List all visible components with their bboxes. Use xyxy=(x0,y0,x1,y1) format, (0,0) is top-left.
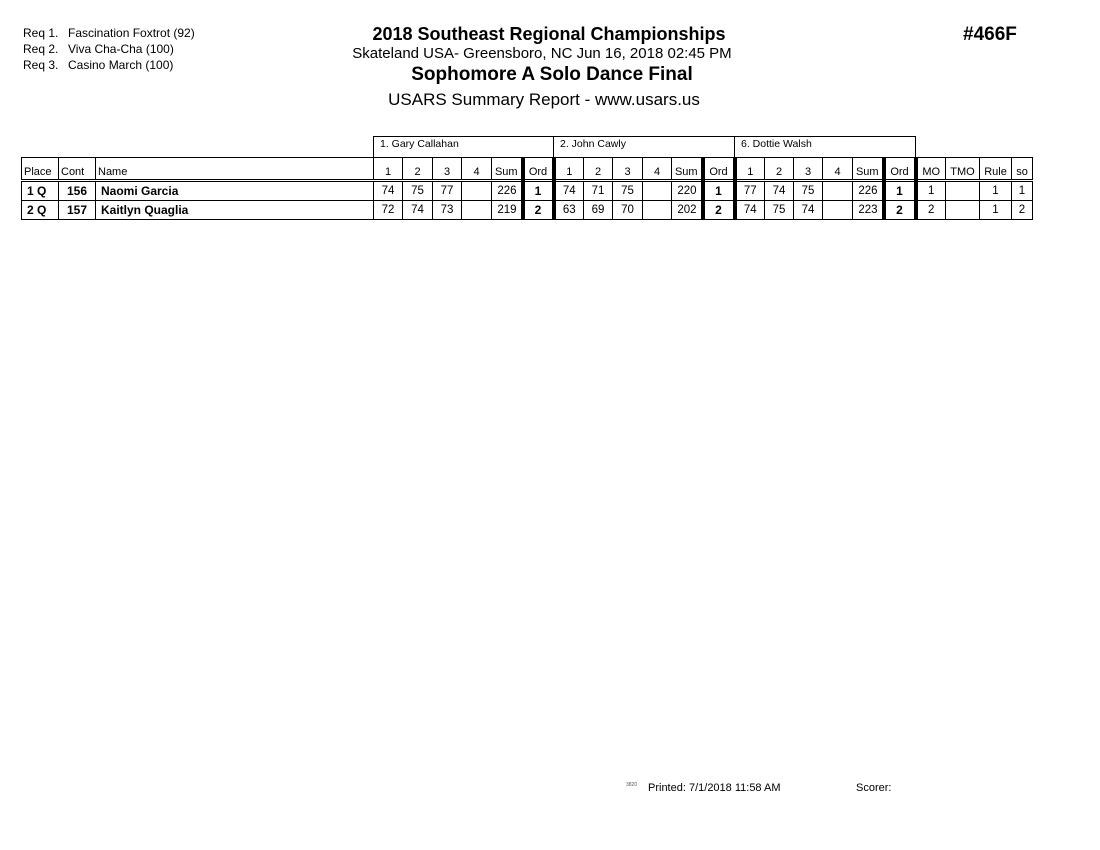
table-row xyxy=(22,181,1033,201)
place: 1 Q xyxy=(22,181,59,201)
j2-score-4 xyxy=(643,201,672,220)
j3-score-3: 75 xyxy=(794,181,823,201)
place: 2 Q xyxy=(22,201,59,220)
skater-name: Kaitlyn Quaglia xyxy=(96,201,374,220)
j3-score-1: 77 xyxy=(735,181,765,201)
requirement-dance: Casino March (100) xyxy=(68,58,174,72)
col-j2-d1: 1 xyxy=(554,158,584,181)
event-title: 2018 Southeast Regional Championships xyxy=(372,24,726,44)
j2-score-1: 74 xyxy=(554,181,584,201)
col-name: Name xyxy=(96,158,374,181)
col-j3-d2: 2 xyxy=(765,158,794,181)
j1-ordinal: 2 xyxy=(523,201,554,220)
j2-score-2: 71 xyxy=(584,181,613,201)
col-tmo: TMO xyxy=(946,158,980,181)
requirement-number: Req 2. xyxy=(23,42,59,56)
requirement-dance: Viva Cha-Cha (100) xyxy=(68,42,174,56)
skater-name: Naomi Garcia xyxy=(96,181,374,201)
printed-timestamp: Printed: 7/1/2018 11:58 AM xyxy=(648,782,781,794)
col-j3-d3: 3 xyxy=(794,158,823,181)
j3-score-1: 74 xyxy=(735,201,765,220)
j1-score-1: 74 xyxy=(374,181,403,201)
col-cont: Cont xyxy=(59,158,96,181)
footer-code: 3820 xyxy=(626,782,638,788)
j2-ordinal: 2 xyxy=(703,201,735,220)
col-rule: Rule xyxy=(980,158,1012,181)
scorer-label: Scorer: xyxy=(856,782,892,794)
table-row xyxy=(22,201,1033,220)
j2-score-4 xyxy=(643,181,672,201)
j2-ordinal: 1 xyxy=(703,181,735,201)
col-j2-sum: Sum xyxy=(672,158,703,181)
j3-sum: 223 xyxy=(853,201,884,220)
col-j3-d4: 4 xyxy=(823,158,853,181)
majority-ordinal: 1 xyxy=(916,181,946,201)
judge-header-1: 1. Gary Callahan xyxy=(373,136,554,157)
col-j1-d1: 1 xyxy=(374,158,403,181)
j3-ordinal: 1 xyxy=(884,181,916,201)
event-location-date: Skateland USA- Greensboro, NC Jun 16, 2018 02:45 PM xyxy=(352,45,732,62)
j1-score-4 xyxy=(462,201,492,220)
requirement-number: Req 3. xyxy=(23,58,59,72)
rule: 1 xyxy=(980,201,1012,220)
majority-ordinal: 2 xyxy=(916,201,946,220)
total-majority-ordinal xyxy=(946,181,980,201)
col-so: so xyxy=(1012,158,1033,181)
j1-score-3: 73 xyxy=(433,201,462,220)
report-subtitle: USARS Summary Report - www.usars.us xyxy=(388,90,700,109)
j2-score-3: 70 xyxy=(613,201,643,220)
j1-score-3: 77 xyxy=(433,181,462,201)
j3-score-3: 74 xyxy=(794,201,823,220)
rule: 1 xyxy=(980,181,1012,201)
j1-score-1: 72 xyxy=(374,201,403,220)
table-header-row xyxy=(22,158,1033,181)
results-table xyxy=(21,157,1033,220)
col-j2-d4: 4 xyxy=(643,158,672,181)
j1-sum: 226 xyxy=(492,181,523,201)
j1-score-4 xyxy=(462,181,492,201)
category-title: Sophomore A Solo Dance Final xyxy=(411,64,693,85)
requirement-dance: Fascination Foxtrot (92) xyxy=(68,26,195,40)
col-j3-sum: Sum xyxy=(853,158,884,181)
total-majority-ordinal xyxy=(946,201,980,220)
col-j2-ord: Ord xyxy=(703,158,735,181)
j1-score-2: 75 xyxy=(403,181,433,201)
col-j2-d3: 3 xyxy=(613,158,643,181)
j3-sum: 226 xyxy=(853,181,884,201)
j2-score-1: 63 xyxy=(554,201,584,220)
j1-score-2: 74 xyxy=(403,201,433,220)
col-j1-d4: 4 xyxy=(462,158,492,181)
col-j1-d3: 3 xyxy=(433,158,462,181)
j3-ordinal: 2 xyxy=(884,201,916,220)
col-j1-sum: Sum xyxy=(492,158,523,181)
col-place: Place xyxy=(22,158,59,181)
contestant-number: 156 xyxy=(59,181,96,201)
j3-score-2: 75 xyxy=(765,201,794,220)
sum-of-ordinals: 1 xyxy=(1012,181,1033,201)
j2-sum: 202 xyxy=(672,201,703,220)
j1-ordinal: 1 xyxy=(523,181,554,201)
j1-sum: 219 xyxy=(492,201,523,220)
j3-score-4 xyxy=(823,181,853,201)
col-mo: MO xyxy=(916,158,946,181)
j3-score-4 xyxy=(823,201,853,220)
judge-header-2: 2. John Cawly xyxy=(553,136,735,157)
col-j3-ord: Ord xyxy=(884,158,916,181)
document-id: #466F xyxy=(963,24,1017,45)
sum-of-ordinals: 2 xyxy=(1012,201,1033,220)
col-j3-d1: 1 xyxy=(735,158,765,181)
requirement-number: Req 1. xyxy=(23,26,59,40)
contestant-number: 157 xyxy=(59,201,96,220)
col-j1-d2: 2 xyxy=(403,158,433,181)
col-j1-ord: Ord xyxy=(523,158,554,181)
j2-score-3: 75 xyxy=(613,181,643,201)
j3-score-2: 74 xyxy=(765,181,794,201)
j2-score-2: 69 xyxy=(584,201,613,220)
col-j2-d2: 2 xyxy=(584,158,613,181)
j2-sum: 220 xyxy=(672,181,703,201)
judge-header-3: 6. Dottie Walsh xyxy=(734,136,916,157)
